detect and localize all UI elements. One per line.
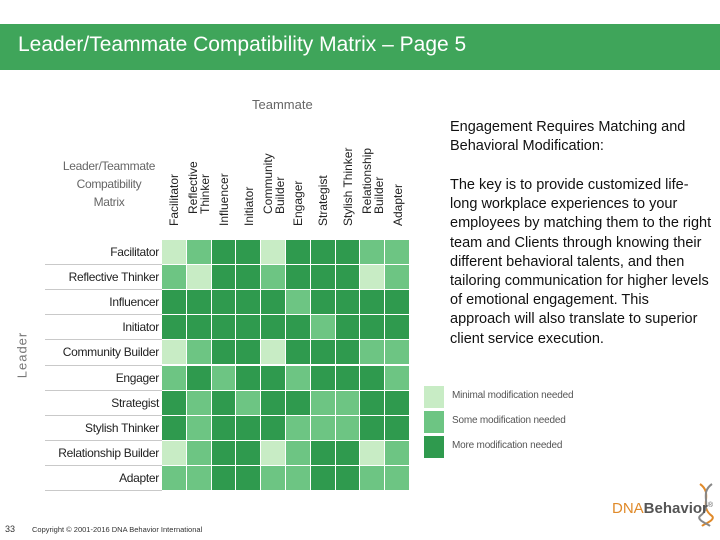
matrix-cell: [162, 265, 186, 289]
matrix-cell: [360, 466, 384, 490]
matrix-cell: [286, 290, 310, 314]
row-divider: [45, 465, 162, 466]
matrix-cell: [286, 240, 310, 264]
matrix-cell: [336, 315, 360, 339]
matrix-cell: [286, 366, 310, 390]
title-bar: [0, 24, 720, 70]
matrix-cell: [212, 290, 236, 314]
row-header-label: Engager: [115, 370, 159, 385]
matrix-cell: [336, 466, 360, 490]
legend-swatch: [424, 436, 444, 458]
matrix-cell: [187, 416, 211, 440]
matrix-cell: [236, 265, 260, 289]
matrix-cell: [286, 265, 310, 289]
legend-item: [424, 411, 624, 433]
legend-item: [424, 436, 624, 458]
matrix-cell: [385, 265, 409, 289]
row-header-label: Community Builder: [62, 345, 159, 360]
column-header-label: Adapter: [390, 183, 405, 226]
matrix-cell: [286, 466, 310, 490]
matrix-cell: [311, 240, 335, 264]
column-header-label: Reflective Thinker: [186, 161, 213, 214]
matrix-cell: [360, 366, 384, 390]
matrix-cell: [360, 416, 384, 440]
matrix-cell: [236, 290, 260, 314]
matrix-cell: [385, 466, 409, 490]
matrix-cell: [261, 315, 285, 339]
column-header: [336, 130, 361, 238]
matrix-cell: [261, 366, 285, 390]
column-header-label: Stylish Thinker: [340, 147, 355, 226]
column-header: [385, 130, 410, 238]
matrix-cell: [162, 391, 186, 415]
matrix-cell: [336, 240, 360, 264]
matrix-cell: [212, 466, 236, 490]
row-divider: [45, 490, 162, 491]
legend-item: [424, 386, 624, 408]
matrix-cell: [212, 416, 236, 440]
leader-axis-label: Leader: [14, 331, 30, 379]
matrix-cell: [311, 441, 335, 465]
matrix-cell: [336, 265, 360, 289]
matrix-cell: [385, 366, 409, 390]
matrix-cell: [236, 315, 260, 339]
matrix-cell: [261, 466, 285, 490]
row-divider: [45, 314, 162, 315]
legend-label: Minimal modification needed: [452, 390, 574, 401]
matrix-cell: [187, 315, 211, 339]
matrix-cell: [286, 416, 310, 440]
row-divider: [45, 339, 162, 340]
column-header-label: Relationship Builder: [359, 147, 386, 214]
column-header: [360, 130, 385, 238]
row-header-label: Facilitator: [110, 245, 159, 259]
row-header-label: Strategist: [111, 395, 159, 410]
legend-label: Some modification needed: [452, 415, 566, 426]
matrix-cell: [385, 391, 409, 415]
matrix-cell: [236, 391, 260, 415]
matrix-cell: [162, 466, 186, 490]
body-paragraph: The key is to provide customized life-long workplace experiences to your employees by matching them to the right team and Clients through knowing their different behavioral talents, and then tailoring communication for higher levels of emotional engagement. This approach will also translate to superior client service execution.: [450, 177, 712, 347]
matrix-cell: [385, 290, 409, 314]
matrix-cell: [336, 391, 360, 415]
matrix-cell: [212, 240, 236, 264]
matrix-cell: [311, 391, 335, 415]
matrix-cell: [360, 441, 384, 465]
matrix-corner-label: [48, 157, 170, 211]
matrix-cell: [162, 315, 186, 339]
matrix-cell: [212, 366, 236, 390]
matrix-cell: [336, 366, 360, 390]
intro-heading: Engagement Requires Matching and Behavioral Modification:: [450, 119, 686, 154]
matrix-cell: [236, 240, 260, 264]
matrix-cell: [360, 340, 384, 364]
matrix-cell: [360, 240, 384, 264]
matrix-cell: [187, 340, 211, 364]
registered-mark: ®: [707, 502, 714, 509]
matrix-cell: [212, 391, 236, 415]
column-header-label: Facilitator: [167, 173, 182, 226]
matrix-cell: [162, 290, 186, 314]
matrix-cell: [385, 441, 409, 465]
matrix-cell: [385, 315, 409, 339]
matrix-cell: [286, 391, 310, 415]
matrix-cell: [236, 466, 260, 490]
matrix-cell: [336, 441, 360, 465]
matrix-cell: [311, 315, 335, 339]
teammate-axis-label: Teammate: [252, 97, 313, 112]
matrix-cell: [187, 240, 211, 264]
matrix-cell: [187, 441, 211, 465]
column-header: [187, 130, 212, 238]
column-header-label: Strategist: [316, 175, 331, 226]
matrix-cell: [311, 366, 335, 390]
matrix-cell: [360, 391, 384, 415]
matrix-cell: [360, 265, 384, 289]
column-header: [311, 130, 336, 238]
matrix-cell: [261, 340, 285, 364]
matrix-cell: [311, 416, 335, 440]
matrix-cell: [187, 265, 211, 289]
matrix-cell: [360, 290, 384, 314]
column-header: [261, 130, 286, 238]
compatibility-matrix: [162, 240, 410, 491]
corner-label-line: Compatibility: [76, 177, 142, 191]
matrix-cell: [336, 290, 360, 314]
matrix-cell: [261, 290, 285, 314]
matrix-cell: [236, 416, 260, 440]
matrix-cell: [261, 391, 285, 415]
corner-label-line: Matrix: [93, 195, 125, 209]
column-header: [236, 130, 261, 238]
matrix-cell: [187, 466, 211, 490]
matrix-cell: [336, 416, 360, 440]
row-header-label: Reflective Thinker: [68, 270, 159, 285]
row-header-label: Stylish Thinker: [85, 420, 159, 435]
matrix-cell: [187, 290, 211, 314]
matrix-cell: [162, 340, 186, 364]
legend-label: More modification needed: [452, 440, 563, 451]
matrix-cell: [261, 265, 285, 289]
matrix-cell: [261, 240, 285, 264]
row-header-label: Relationship Builder: [58, 445, 159, 460]
matrix-column-headers: [162, 130, 410, 238]
legend-swatch: [424, 411, 444, 433]
matrix-cell: [212, 340, 236, 364]
matrix-cell: [236, 441, 260, 465]
logo-dna-text: DNA: [612, 500, 644, 517]
row-header-label: Influencer: [109, 295, 159, 310]
matrix-cell: [385, 340, 409, 364]
matrix-cell: [162, 366, 186, 390]
row-divider: [45, 264, 162, 265]
matrix-cell: [311, 290, 335, 314]
matrix-cell: [286, 441, 310, 465]
matrix-cell: [187, 391, 211, 415]
matrix-cell: [162, 441, 186, 465]
page-title: Leader/Teammate Compatibility Matrix – Page 5: [18, 33, 467, 56]
matrix-cell: [360, 315, 384, 339]
matrix-cell: [261, 416, 285, 440]
matrix-cell: [162, 240, 186, 264]
matrix-cell: [212, 315, 236, 339]
matrix-cell: [311, 340, 335, 364]
matrix-cell: [336, 340, 360, 364]
column-header: [286, 130, 311, 238]
row-divider: [45, 390, 162, 391]
row-divider: [45, 365, 162, 366]
matrix-cell: [212, 265, 236, 289]
matrix-cell: [261, 441, 285, 465]
matrix-cell: [385, 240, 409, 264]
matrix-cell: [286, 340, 310, 364]
matrix-cell: [385, 416, 409, 440]
corner-label-line: Leader/Teammate: [62, 159, 156, 173]
page-number: 33: [5, 524, 16, 534]
matrix-cell: [162, 416, 186, 440]
copyright-text: Copyright © 2001-2016 DNA Behavior International: [32, 525, 203, 534]
matrix-cell: [311, 466, 335, 490]
row-divider: [45, 289, 162, 290]
logo-behavior-text: Behavior: [643, 500, 708, 517]
dna-behavior-logo: [612, 486, 720, 526]
row-header-label: Adapter: [119, 470, 159, 485]
column-header: [212, 130, 237, 238]
row-header-label: Initiator: [122, 320, 159, 335]
matrix-cell: [236, 340, 260, 364]
matrix-cell: [286, 315, 310, 339]
row-divider: [45, 415, 162, 416]
column-header-label: Engager: [291, 180, 306, 226]
column-header: [162, 130, 187, 238]
column-header-label: Community Builder: [260, 153, 287, 214]
matrix-cell: [187, 366, 211, 390]
row-divider: [45, 440, 162, 441]
column-header-label: Initiator: [241, 186, 256, 226]
logo-wordmark: [612, 500, 713, 517]
matrix-cell: [236, 366, 260, 390]
matrix-cell: [311, 265, 335, 289]
legend-swatch: [424, 386, 444, 408]
column-header-label: Influencer: [216, 173, 231, 226]
matrix-cell: [212, 441, 236, 465]
